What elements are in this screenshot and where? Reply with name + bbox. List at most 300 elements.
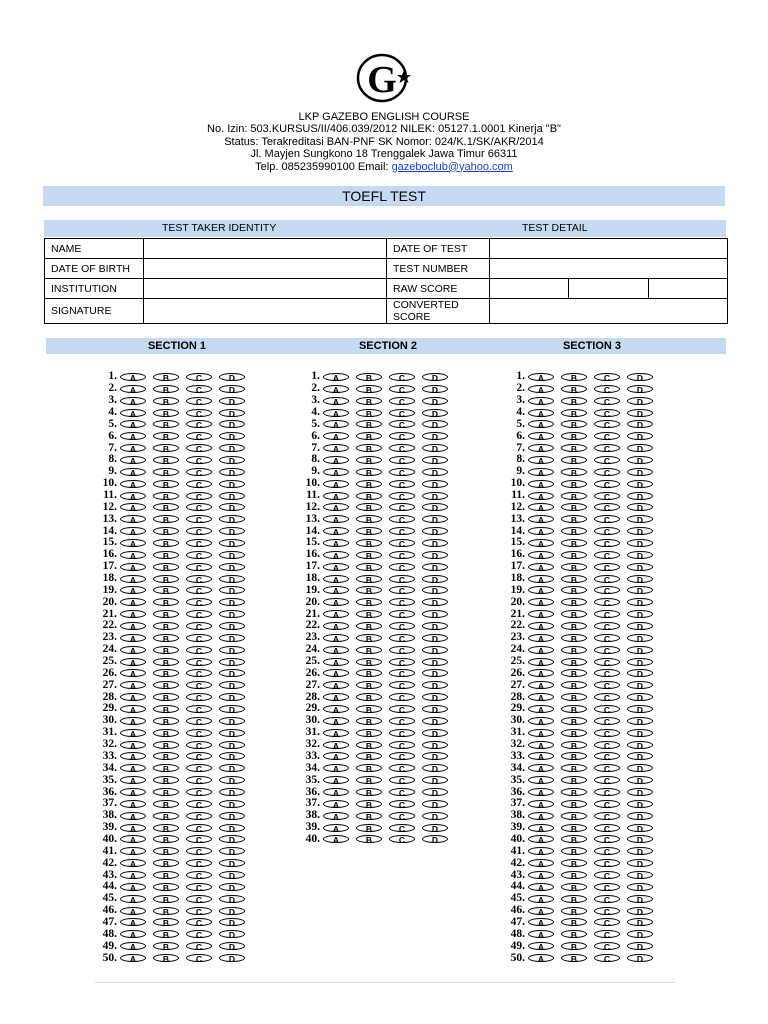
- date-of-birth-field[interactable]: [144, 259, 387, 279]
- answer-bubble-a[interactable]: A: [528, 527, 554, 535]
- answer-bubble-a[interactable]: A: [120, 373, 146, 381]
- answer-bubble-b[interactable]: B: [356, 456, 382, 464]
- answer-bubble-a[interactable]: A: [528, 729, 554, 737]
- answer-bubble-d[interactable]: D: [219, 812, 245, 820]
- answer-bubble-b[interactable]: B: [356, 658, 382, 666]
- answer-bubble-c[interactable]: C: [594, 741, 620, 749]
- answer-bubble-a[interactable]: A: [120, 503, 146, 511]
- answer-bubble-b[interactable]: B: [561, 551, 587, 559]
- answer-bubble-d[interactable]: D: [422, 420, 448, 428]
- answer-bubble-c[interactable]: C: [594, 598, 620, 606]
- answer-bubble-a[interactable]: A: [528, 752, 554, 760]
- answer-bubble-c[interactable]: C: [186, 776, 212, 784]
- answer-bubble-c[interactable]: C: [389, 409, 415, 417]
- answer-bubble-d[interactable]: D: [422, 741, 448, 749]
- answer-bubble-c[interactable]: C: [594, 646, 620, 654]
- answer-bubble-b[interactable]: B: [356, 598, 382, 606]
- signature-field[interactable]: [144, 299, 387, 324]
- answer-bubble-a[interactable]: A: [120, 515, 146, 523]
- answer-bubble-c[interactable]: C: [594, 847, 620, 855]
- answer-bubble-a[interactable]: A: [528, 539, 554, 547]
- answer-bubble-d[interactable]: D: [219, 669, 245, 677]
- answer-bubble-b[interactable]: B: [153, 824, 179, 832]
- answer-bubble-c[interactable]: C: [186, 859, 212, 867]
- answer-bubble-b[interactable]: B: [561, 444, 587, 452]
- answer-bubble-c[interactable]: C: [186, 586, 212, 594]
- answer-bubble-c[interactable]: C: [186, 717, 212, 725]
- answer-bubble-b[interactable]: B: [561, 705, 587, 713]
- answer-bubble-b[interactable]: B: [356, 824, 382, 832]
- answer-bubble-d[interactable]: D: [422, 385, 448, 393]
- answer-bubble-a[interactable]: A: [120, 824, 146, 832]
- answer-bubble-c[interactable]: C: [186, 729, 212, 737]
- answer-bubble-c[interactable]: C: [594, 385, 620, 393]
- answer-bubble-d[interactable]: D: [219, 824, 245, 832]
- answer-bubble-d[interactable]: D: [219, 942, 245, 950]
- answer-bubble-a[interactable]: A: [528, 492, 554, 500]
- answer-bubble-a[interactable]: A: [528, 800, 554, 808]
- answer-bubble-d[interactable]: D: [627, 907, 653, 915]
- answer-bubble-d[interactable]: D: [219, 907, 245, 915]
- answer-bubble-d[interactable]: D: [422, 539, 448, 547]
- answer-bubble-b[interactable]: B: [356, 717, 382, 725]
- answer-bubble-b[interactable]: B: [561, 788, 587, 796]
- answer-bubble-d[interactable]: D: [422, 515, 448, 523]
- answer-bubble-b[interactable]: B: [356, 515, 382, 523]
- answer-bubble-c[interactable]: C: [389, 432, 415, 440]
- answer-bubble-b[interactable]: B: [153, 527, 179, 535]
- answer-bubble-b[interactable]: B: [153, 480, 179, 488]
- answer-bubble-d[interactable]: D: [627, 693, 653, 701]
- answer-bubble-c[interactable]: C: [594, 788, 620, 796]
- answer-bubble-d[interactable]: D: [627, 456, 653, 464]
- answer-bubble-b[interactable]: B: [561, 646, 587, 654]
- answer-bubble-b[interactable]: B: [356, 385, 382, 393]
- answer-bubble-a[interactable]: A: [323, 539, 349, 547]
- answer-bubble-b[interactable]: B: [356, 764, 382, 772]
- answer-bubble-c[interactable]: C: [186, 563, 212, 571]
- answer-bubble-a[interactable]: A: [120, 432, 146, 440]
- answer-bubble-b[interactable]: B: [153, 752, 179, 760]
- answer-bubble-b[interactable]: B: [356, 729, 382, 737]
- answer-bubble-c[interactable]: C: [389, 705, 415, 713]
- answer-bubble-b[interactable]: B: [153, 420, 179, 428]
- answer-bubble-a[interactable]: A: [323, 503, 349, 511]
- answer-bubble-c[interactable]: C: [186, 515, 212, 523]
- answer-bubble-b[interactable]: B: [561, 420, 587, 428]
- answer-bubble-a[interactable]: A: [120, 492, 146, 500]
- answer-bubble-d[interactable]: D: [627, 764, 653, 772]
- answer-bubble-a[interactable]: A: [120, 871, 146, 879]
- answer-bubble-b[interactable]: B: [153, 610, 179, 618]
- answer-bubble-a[interactable]: A: [323, 835, 349, 843]
- raw-score-section-2[interactable]: [568, 279, 647, 298]
- answer-bubble-b[interactable]: B: [153, 539, 179, 547]
- answer-bubble-d[interactable]: D: [219, 373, 245, 381]
- answer-bubble-a[interactable]: A: [528, 788, 554, 796]
- answer-bubble-b[interactable]: B: [153, 409, 179, 417]
- answer-bubble-b[interactable]: B: [153, 681, 179, 689]
- answer-bubble-d[interactable]: D: [219, 563, 245, 571]
- answer-bubble-a[interactable]: A: [323, 598, 349, 606]
- answer-bubble-a[interactable]: A: [120, 397, 146, 405]
- answer-bubble-d[interactable]: D: [627, 551, 653, 559]
- answer-bubble-d[interactable]: D: [627, 646, 653, 654]
- answer-bubble-c[interactable]: C: [186, 918, 212, 926]
- answer-bubble-c[interactable]: C: [186, 812, 212, 820]
- answer-bubble-d[interactable]: D: [627, 634, 653, 642]
- answer-bubble-a[interactable]: A: [120, 468, 146, 476]
- answer-bubble-b[interactable]: B: [153, 741, 179, 749]
- answer-bubble-c[interactable]: C: [594, 859, 620, 867]
- answer-bubble-d[interactable]: D: [627, 598, 653, 606]
- answer-bubble-b[interactable]: B: [153, 575, 179, 583]
- answer-bubble-b[interactable]: B: [153, 444, 179, 452]
- answer-bubble-d[interactable]: D: [219, 705, 245, 713]
- test-number-field[interactable]: [490, 259, 728, 279]
- answer-bubble-c[interactable]: C: [594, 492, 620, 500]
- answer-bubble-c[interactable]: C: [594, 503, 620, 511]
- answer-bubble-b[interactable]: B: [356, 610, 382, 618]
- answer-bubble-a[interactable]: A: [323, 420, 349, 428]
- answer-bubble-d[interactable]: D: [627, 800, 653, 808]
- answer-bubble-a[interactable]: A: [528, 741, 554, 749]
- answer-bubble-c[interactable]: C: [186, 800, 212, 808]
- answer-bubble-b[interactable]: B: [561, 492, 587, 500]
- answer-bubble-b[interactable]: B: [153, 859, 179, 867]
- answer-bubble-a[interactable]: A: [323, 444, 349, 452]
- answer-bubble-d[interactable]: D: [219, 871, 245, 879]
- answer-bubble-d[interactable]: D: [627, 515, 653, 523]
- answer-bubble-c[interactable]: C: [594, 634, 620, 642]
- answer-bubble-d[interactable]: D: [219, 575, 245, 583]
- answer-bubble-d[interactable]: D: [219, 586, 245, 594]
- answer-bubble-a[interactable]: A: [323, 705, 349, 713]
- answer-bubble-c[interactable]: C: [389, 551, 415, 559]
- answer-bubble-b[interactable]: B: [356, 800, 382, 808]
- answer-bubble-a[interactable]: A: [528, 942, 554, 950]
- answer-bubble-b[interactable]: B: [356, 752, 382, 760]
- answer-bubble-c[interactable]: C: [186, 432, 212, 440]
- answer-bubble-c[interactable]: C: [594, 918, 620, 926]
- answer-bubble-c[interactable]: C: [594, 527, 620, 535]
- answer-bubble-b[interactable]: B: [153, 634, 179, 642]
- answer-bubble-a[interactable]: A: [120, 669, 146, 677]
- answer-bubble-b[interactable]: B: [356, 409, 382, 417]
- answer-bubble-b[interactable]: B: [561, 776, 587, 784]
- answer-bubble-b[interactable]: B: [153, 717, 179, 725]
- answer-bubble-d[interactable]: D: [627, 503, 653, 511]
- answer-bubble-a[interactable]: A: [528, 871, 554, 879]
- answer-bubble-d[interactable]: D: [627, 918, 653, 926]
- answer-bubble-d[interactable]: D: [219, 622, 245, 630]
- answer-bubble-d[interactable]: D: [422, 717, 448, 725]
- answer-bubble-b[interactable]: B: [153, 373, 179, 381]
- answer-bubble-d[interactable]: D: [219, 859, 245, 867]
- answer-bubble-d[interactable]: D: [627, 741, 653, 749]
- answer-bubble-d[interactable]: D: [422, 622, 448, 630]
- answer-bubble-d[interactable]: D: [219, 954, 245, 962]
- answer-bubble-a[interactable]: A: [528, 918, 554, 926]
- answer-bubble-a[interactable]: A: [323, 646, 349, 654]
- answer-bubble-b[interactable]: B: [356, 432, 382, 440]
- answer-bubble-d[interactable]: D: [627, 622, 653, 630]
- answer-bubble-b[interactable]: B: [356, 468, 382, 476]
- answer-bubble-d[interactable]: D: [422, 397, 448, 405]
- answer-bubble-c[interactable]: C: [594, 409, 620, 417]
- answer-bubble-c[interactable]: C: [186, 622, 212, 630]
- answer-bubble-b[interactable]: B: [561, 610, 587, 618]
- answer-bubble-b[interactable]: B: [153, 729, 179, 737]
- answer-bubble-d[interactable]: D: [422, 681, 448, 689]
- answer-bubble-d[interactable]: D: [627, 444, 653, 452]
- answer-bubble-c[interactable]: C: [186, 658, 212, 666]
- answer-bubble-a[interactable]: A: [120, 895, 146, 903]
- answer-bubble-c[interactable]: C: [186, 610, 212, 618]
- answer-bubble-d[interactable]: D: [219, 717, 245, 725]
- answer-bubble-a[interactable]: A: [120, 563, 146, 571]
- answer-bubble-b[interactable]: B: [561, 468, 587, 476]
- answer-bubble-c[interactable]: C: [594, 681, 620, 689]
- answer-bubble-d[interactable]: D: [219, 432, 245, 440]
- answer-bubble-d[interactable]: D: [627, 835, 653, 843]
- answer-bubble-b[interactable]: B: [561, 385, 587, 393]
- answer-bubble-a[interactable]: A: [120, 646, 146, 654]
- answer-bubble-a[interactable]: A: [528, 622, 554, 630]
- answer-bubble-d[interactable]: D: [627, 409, 653, 417]
- answer-bubble-c[interactable]: C: [389, 788, 415, 796]
- answer-bubble-d[interactable]: D: [219, 634, 245, 642]
- answer-bubble-d[interactable]: D: [422, 468, 448, 476]
- date-of-test-field[interactable]: [490, 239, 728, 259]
- answer-bubble-b[interactable]: B: [356, 503, 382, 511]
- answer-bubble-a[interactable]: A: [120, 681, 146, 689]
- answer-bubble-d[interactable]: D: [219, 456, 245, 464]
- answer-bubble-c[interactable]: C: [186, 681, 212, 689]
- answer-bubble-c[interactable]: C: [389, 480, 415, 488]
- answer-bubble-d[interactable]: D: [422, 764, 448, 772]
- answer-bubble-b[interactable]: B: [153, 847, 179, 855]
- answer-bubble-a[interactable]: A: [323, 409, 349, 417]
- answer-bubble-a[interactable]: A: [120, 658, 146, 666]
- answer-bubble-d[interactable]: D: [422, 586, 448, 594]
- answer-bubble-c[interactable]: C: [594, 456, 620, 464]
- answer-bubble-d[interactable]: D: [422, 575, 448, 583]
- answer-bubble-d[interactable]: D: [219, 776, 245, 784]
- answer-bubble-d[interactable]: D: [627, 420, 653, 428]
- answer-bubble-a[interactable]: A: [120, 551, 146, 559]
- answer-bubble-d[interactable]: D: [219, 515, 245, 523]
- answer-bubble-c[interactable]: C: [389, 776, 415, 784]
- answer-bubble-c[interactable]: C: [186, 942, 212, 950]
- answer-bubble-c[interactable]: C: [594, 764, 620, 772]
- answer-bubble-c[interactable]: C: [186, 480, 212, 488]
- name-field[interactable]: [144, 239, 387, 259]
- answer-bubble-b[interactable]: B: [153, 385, 179, 393]
- answer-bubble-a[interactable]: A: [528, 883, 554, 891]
- answer-bubble-d[interactable]: D: [627, 681, 653, 689]
- answer-bubble-d[interactable]: D: [219, 752, 245, 760]
- answer-bubble-b[interactable]: B: [356, 397, 382, 405]
- answer-bubble-c[interactable]: C: [594, 468, 620, 476]
- answer-bubble-a[interactable]: A: [120, 480, 146, 488]
- answer-bubble-a[interactable]: A: [528, 610, 554, 618]
- answer-bubble-c[interactable]: C: [389, 634, 415, 642]
- answer-bubble-a[interactable]: A: [120, 527, 146, 535]
- answer-bubble-c[interactable]: C: [186, 420, 212, 428]
- answer-bubble-d[interactable]: D: [422, 503, 448, 511]
- answer-bubble-b[interactable]: B: [153, 693, 179, 701]
- answer-bubble-d[interactable]: D: [219, 741, 245, 749]
- answer-bubble-c[interactable]: C: [389, 752, 415, 760]
- answer-bubble-d[interactable]: D: [422, 824, 448, 832]
- answer-bubble-c[interactable]: C: [186, 385, 212, 393]
- answer-bubble-b[interactable]: B: [561, 634, 587, 642]
- answer-bubble-a[interactable]: A: [528, 658, 554, 666]
- answer-bubble-c[interactable]: C: [594, 800, 620, 808]
- answer-bubble-a[interactable]: A: [323, 741, 349, 749]
- answer-bubble-c[interactable]: C: [186, 871, 212, 879]
- answer-bubble-b[interactable]: B: [561, 954, 587, 962]
- answer-bubble-a[interactable]: A: [120, 420, 146, 428]
- answer-bubble-b[interactable]: B: [356, 420, 382, 428]
- answer-bubble-a[interactable]: A: [528, 575, 554, 583]
- answer-bubble-c[interactable]: C: [594, 622, 620, 630]
- answer-bubble-b[interactable]: B: [356, 705, 382, 713]
- answer-bubble-d[interactable]: D: [219, 527, 245, 535]
- answer-bubble-a[interactable]: A: [528, 859, 554, 867]
- answer-bubble-b[interactable]: B: [356, 776, 382, 784]
- answer-bubble-b[interactable]: B: [153, 907, 179, 915]
- answer-bubble-c[interactable]: C: [389, 527, 415, 535]
- answer-bubble-b[interactable]: B: [356, 480, 382, 488]
- answer-bubble-d[interactable]: D: [219, 681, 245, 689]
- answer-bubble-d[interactable]: D: [422, 776, 448, 784]
- answer-bubble-c[interactable]: C: [186, 456, 212, 464]
- answer-bubble-c[interactable]: C: [594, 776, 620, 784]
- answer-bubble-b[interactable]: B: [561, 397, 587, 405]
- answer-bubble-c[interactable]: C: [389, 835, 415, 843]
- answer-bubble-a[interactable]: A: [323, 824, 349, 832]
- answer-bubble-c[interactable]: C: [186, 634, 212, 642]
- answer-bubble-a[interactable]: A: [323, 658, 349, 666]
- answer-bubble-a[interactable]: A: [528, 776, 554, 784]
- answer-bubble-a[interactable]: A: [120, 622, 146, 630]
- answer-bubble-a[interactable]: A: [528, 409, 554, 417]
- answer-bubble-d[interactable]: D: [627, 586, 653, 594]
- answer-bubble-c[interactable]: C: [186, 397, 212, 405]
- answer-bubble-d[interactable]: D: [219, 800, 245, 808]
- answer-bubble-c[interactable]: C: [594, 397, 620, 405]
- answer-bubble-a[interactable]: A: [528, 847, 554, 855]
- answer-bubble-a[interactable]: A: [323, 634, 349, 642]
- answer-bubble-c[interactable]: C: [186, 764, 212, 772]
- email-link[interactable]: gazeboclub@yahoo.com: [391, 160, 513, 173]
- answer-bubble-a[interactable]: A: [323, 397, 349, 405]
- answer-bubble-a[interactable]: A: [323, 468, 349, 476]
- answer-bubble-d[interactable]: D: [627, 859, 653, 867]
- answer-bubble-a[interactable]: A: [120, 847, 146, 855]
- answer-bubble-d[interactable]: D: [627, 883, 653, 891]
- answer-bubble-d[interactable]: D: [627, 729, 653, 737]
- answer-bubble-c[interactable]: C: [594, 444, 620, 452]
- raw-score-section-1[interactable]: [490, 279, 568, 298]
- answer-bubble-d[interactable]: D: [219, 729, 245, 737]
- answer-bubble-b[interactable]: B: [153, 871, 179, 879]
- answer-bubble-d[interactable]: D: [219, 764, 245, 772]
- answer-bubble-b[interactable]: B: [356, 373, 382, 381]
- answer-bubble-a[interactable]: A: [120, 598, 146, 606]
- answer-bubble-a[interactable]: A: [528, 563, 554, 571]
- answer-bubble-d[interactable]: D: [219, 503, 245, 511]
- answer-bubble-c[interactable]: C: [389, 812, 415, 820]
- answer-bubble-c[interactable]: C: [594, 942, 620, 950]
- answer-bubble-d[interactable]: D: [219, 610, 245, 618]
- answer-bubble-a[interactable]: A: [120, 444, 146, 452]
- answer-bubble-a[interactable]: A: [528, 598, 554, 606]
- answer-bubble-c[interactable]: C: [186, 847, 212, 855]
- answer-bubble-b[interactable]: B: [561, 409, 587, 417]
- answer-bubble-b[interactable]: B: [356, 812, 382, 820]
- answer-bubble-d[interactable]: D: [627, 397, 653, 405]
- answer-bubble-b[interactable]: B: [561, 669, 587, 677]
- answer-bubble-d[interactable]: D: [219, 930, 245, 938]
- answer-bubble-a[interactable]: A: [528, 432, 554, 440]
- answer-bubble-d[interactable]: D: [422, 563, 448, 571]
- answer-bubble-c[interactable]: C: [594, 539, 620, 547]
- answer-bubble-b[interactable]: B: [153, 669, 179, 677]
- answer-bubble-c[interactable]: C: [389, 741, 415, 749]
- answer-bubble-a[interactable]: A: [323, 776, 349, 784]
- answer-bubble-c[interactable]: C: [186, 468, 212, 476]
- answer-bubble-d[interactable]: D: [422, 812, 448, 820]
- answer-bubble-d[interactable]: D: [219, 895, 245, 903]
- answer-bubble-d[interactable]: D: [422, 432, 448, 440]
- answer-bubble-d[interactable]: D: [219, 551, 245, 559]
- answer-bubble-a[interactable]: A: [528, 764, 554, 772]
- answer-bubble-b[interactable]: B: [356, 669, 382, 677]
- answer-bubble-b[interactable]: B: [561, 729, 587, 737]
- answer-bubble-a[interactable]: A: [323, 373, 349, 381]
- answer-bubble-c[interactable]: C: [186, 895, 212, 903]
- answer-bubble-c[interactable]: C: [186, 741, 212, 749]
- answer-bubble-b[interactable]: B: [561, 824, 587, 832]
- answer-bubble-c[interactable]: C: [186, 503, 212, 511]
- answer-bubble-b[interactable]: B: [356, 575, 382, 583]
- answer-bubble-d[interactable]: D: [422, 527, 448, 535]
- answer-bubble-c[interactable]: C: [594, 669, 620, 677]
- answer-bubble-a[interactable]: A: [323, 515, 349, 523]
- answer-bubble-c[interactable]: C: [389, 397, 415, 405]
- answer-bubble-c[interactable]: C: [594, 954, 620, 962]
- answer-bubble-c[interactable]: C: [186, 575, 212, 583]
- answer-bubble-d[interactable]: D: [627, 847, 653, 855]
- answer-bubble-a[interactable]: A: [528, 480, 554, 488]
- answer-bubble-a[interactable]: A: [528, 468, 554, 476]
- answer-bubble-b[interactable]: B: [153, 551, 179, 559]
- answer-bubble-a[interactable]: A: [528, 693, 554, 701]
- answer-bubble-a[interactable]: A: [120, 385, 146, 393]
- answer-bubble-b[interactable]: B: [153, 598, 179, 606]
- answer-bubble-c[interactable]: C: [594, 824, 620, 832]
- answer-bubble-a[interactable]: A: [120, 800, 146, 808]
- answer-bubble-a[interactable]: A: [528, 420, 554, 428]
- answer-bubble-b[interactable]: B: [561, 752, 587, 760]
- answer-bubble-b[interactable]: B: [356, 681, 382, 689]
- answer-bubble-d[interactable]: D: [627, 788, 653, 796]
- answer-bubble-d[interactable]: D: [219, 658, 245, 666]
- answer-bubble-a[interactable]: A: [120, 776, 146, 784]
